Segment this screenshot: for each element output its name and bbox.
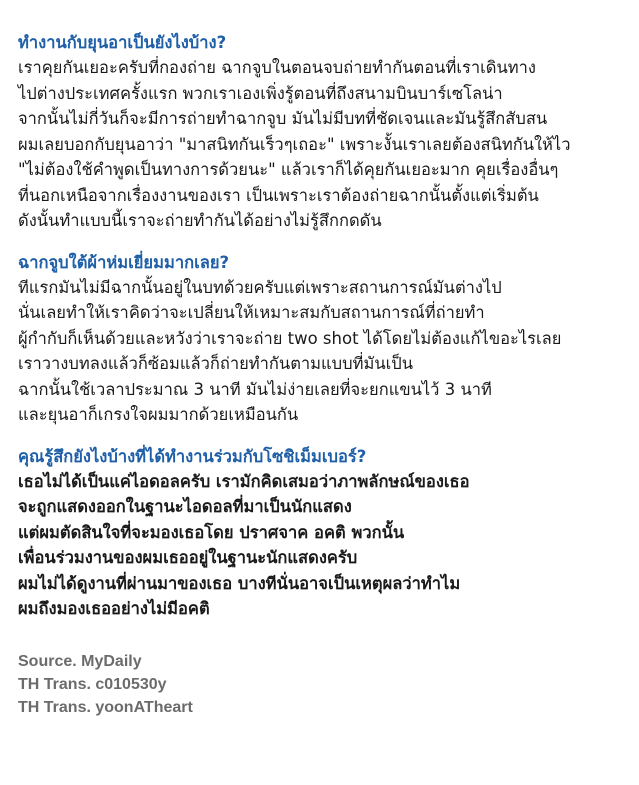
- answer-2: [18, 275, 615, 428]
- answer-line: ฉากนั้นใช้เวลาประมาณ 3 นาที มันไม่ง่ายเลยที่จะยกแขนไว้ 3 นาที: [18, 379, 492, 399]
- answer-line: จะถูกแสดงออกในฐานะไอดอลที่มาเป็นนักแสดง: [18, 497, 352, 516]
- qa-section-3: [18, 444, 615, 622]
- answer-1: [18, 55, 615, 234]
- answer-line: ทีแรกมันไม่มีฉากนั้นอยู่ในบทด้วยครับแต่เพราะสถานการณ์มันต่างไป: [18, 277, 502, 297]
- answer-line: แต่ผมตัดสินใจที่จะมองเธอโดย ปราศจาค อคติ พวกนั้น: [18, 522, 405, 542]
- answer-line: เราคุยกันเยอะครับที่กองถ่าย ฉากจูบในตอนจบถ่ายทำกันตอนที่เราเดินทาง: [18, 58, 536, 77]
- credit-source: Source. MyDaily: [18, 652, 142, 670]
- qa-section-1: [18, 30, 615, 234]
- answer-line: ผู้กำกับก็เห็นด้วยและหวังว่าเราจะถ่าย two shot ได้โดยไม่ต้องแก้ไขอะไรเลย: [18, 328, 562, 348]
- answer-line: นั่นเลยทำให้เราคิดว่าจะเปลี่ยนให้เหมาะสมกับสถานการณ์ที่ถ่ายทำ: [18, 303, 485, 322]
- answer-line: ไปต่างประเทศครั้งแรก พวกเราเองเพิ่งรู้ตอนที่ถึงสนามบินบาร์เซโลน่า: [18, 83, 503, 103]
- answer-line: "ไม่ต้องใช้คำพูดเป็นทางการด้วยนะ" แล้วเราก็ได้คุยกันเยอะมาก คุยเรื่องอื่นๆ: [18, 160, 559, 179]
- question-3: คุณรู้สึกยังไงบ้างที่ได้ทำงานร่วมกับโซชิเม็มเบอร์?: [18, 446, 367, 466]
- answer-3: [18, 469, 615, 622]
- qa-section-2: [18, 250, 615, 428]
- answer-line: ที่นอกเหนือจากเรื่องงานของเรา เป็นเพราะเราต้องถ่ายฉากนั้นตั้งแต่เริ่มต้น: [18, 185, 539, 205]
- answer-line: เราวางบทลงแล้วก็ซ้อมแล้วก็ถ่ายทำกันตามแบบที่มันเป็น: [18, 354, 414, 373]
- answer-line: และยุนอาก็เกรงใจผมมากด้วยเหมือนกัน: [18, 405, 299, 424]
- answer-line: เพื่อนร่วมงานของผมเธออยู่ในฐานะนักแสดงครับ: [18, 548, 358, 567]
- answer-line: ผมไม่ได้ดูงานที่ผ่านมาของเธอ บางทีนั่นอาจเป็นเหตุผลว่าทำไม: [18, 573, 461, 593]
- credits: [18, 650, 615, 719]
- answer-line: ดังนั้นทำแบบนี้เราจะถ่ายทำกันได้อย่างไม่รู้สึกกดดัน: [18, 211, 382, 230]
- answer-line: ผมถึงมองเธออย่างไม่มีอคติ: [18, 599, 210, 618]
- credit-translator-2: TH Trans. yoonATheart: [18, 698, 193, 716]
- question-2: ฉากจูบใต้ผ้าห่มเยี่ยมมากเลย?: [18, 252, 230, 272]
- question-1: ทำงานกับยุนอาเป็นยังไงบ้าง?: [18, 33, 227, 52]
- answer-line: จากนั้นไม่กี่วันก็จะมีการถ่ายทำฉากจูบ มันไม่มีบทที่ชัดเจนและมันรู้สึกสับสน: [18, 109, 548, 128]
- answer-line: เธอไม่ได้เป็นแค่ไอดอลครับ เรามักคิดเสมอว่าภาพลักษณ์ของเธอ: [18, 471, 470, 491]
- credit-translator-1: TH Trans. c010530y: [18, 675, 167, 693]
- answer-line: ผมเลยบอกกับยุนอาว่า "มาสนิทกันเร็วๆเถอะ" เพราะงั้นเราเลยต้องสนิทกันให้ไว: [18, 134, 571, 154]
